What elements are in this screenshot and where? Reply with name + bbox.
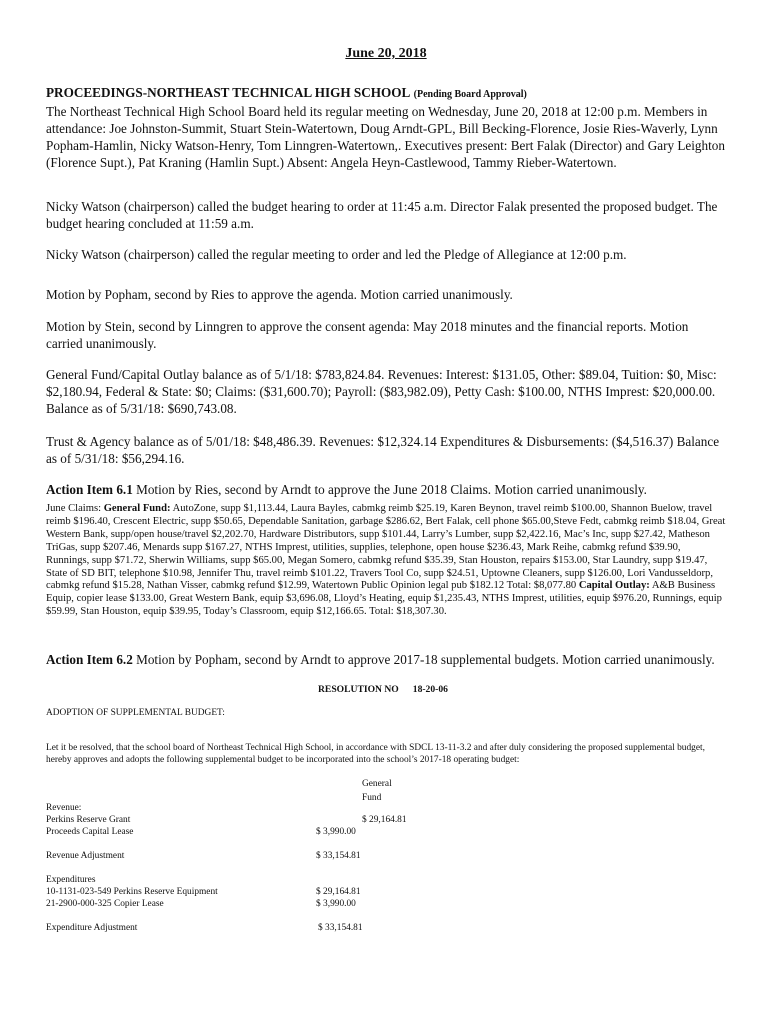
resolution-number: 18-20-06 xyxy=(412,684,448,695)
resolution-text: Let it be resolved, that the school board of Northeast Technical High School, in accordance with SDCL 13-11-3.2 and after duly considering the proposed supplemental budget, hereby approves and adopts the following supplemental budget to be incorporated into the school’s 2017-18 operating budget: xyxy=(46,743,705,765)
revenue-row-label: Perkins Reserve Grant xyxy=(46,815,131,825)
resolution-number-line xyxy=(318,684,448,695)
expenditure-adjustment-amount: $ 33,154.81 xyxy=(318,923,363,933)
capital-outlay-claims: A&B Business Equip, copier lease $133.00, Great Western Bank, equip $3,696.08, Lloyd’s Heating, equip $1,235.43, NTHS Imprest, utilities, equip $976.20, Runnings, equip $59.99, Stan Houston, equip $39.95, Today’s Classroom, equip $12,166.65. Total: $18,307.30. xyxy=(46,580,722,618)
agenda-motion-paragraph: Motion by Popham, second by Ries to approve the agenda. Motion carried unanimously. xyxy=(46,287,513,302)
expenditure-row-amount: $ 29,164.81 xyxy=(316,887,361,897)
proceedings-body: The Northeast Technical High School Board held its regular meeting on Wednesday, June 20, 2018 at 12:00 p.m. Members in attendance: Joe Johnston-Summit, Stuart Stein-Watertown, Doug Arndt-GPL, Bill Becking-Florence, Josie Ries-Waverly, Lynn Popham-Hamlin, Nicky Watson-Henry, Tom Linngren-Watertown,. Executives present: Bert Falak (Director) and Gary Leighton (Florence Supt.), Pat Kraning (Hamlin Supt.) Absent: Angela Heyn-Castlewood, Tammy Rieber-Watertown. xyxy=(46,104,725,170)
expenditure-row-amount: $ 3,990.00 xyxy=(316,899,356,909)
action-item-6-2 xyxy=(46,651,726,668)
revenue-adjustment-label: Revenue Adjustment xyxy=(46,851,125,861)
regular-meeting-paragraph: Nicky Watson (chairperson) called the regular meeting to order and led the Pledge of Allegiance at 12:00 p.m. xyxy=(46,247,627,262)
expenditures-label: Expenditures xyxy=(46,875,96,885)
expenditure-row-label: 21-2900-000-325 Copier Lease xyxy=(46,899,164,909)
revenue-adjustment-amount: $ 33,154.81 xyxy=(316,851,361,861)
capital-outlay-label: Capital Outlay: xyxy=(578,580,650,592)
expenditure-row-label: 10-1131-023-549 Perkins Reserve Equipment xyxy=(46,887,218,897)
proceedings-heading-note: (Pending Board Approval) xyxy=(413,89,527,100)
june-claims-paragraph xyxy=(46,503,726,619)
action-item-6-2-label: Action Item 6.2 xyxy=(46,652,133,667)
proceedings-heading: PROCEEDINGS-NORTHEAST TECHNICAL HIGH SCHOOL xyxy=(46,85,411,100)
action-item-6-1-label: Action Item 6.1 xyxy=(46,482,133,497)
budget-hearing-paragraph: Nicky Watson (chairperson) called the budget hearing to order at 11:45 a.m. Director Falak presented the proposed budget. The budget hearing concluded at 11:59 a.m. xyxy=(46,199,718,231)
expenditure-adjustment-label: Expenditure Adjustment xyxy=(46,923,138,933)
revenue-label: Revenue: xyxy=(46,803,82,813)
revenue-row-label: Proceeds Capital Lease xyxy=(46,827,134,837)
action-item-6-1-text: Motion by Ries, second by Arndt to approve the June 2018 Claims. Motion carried unanimously. xyxy=(132,482,647,497)
date-title: June 20, 2018 xyxy=(345,46,427,61)
revenue-row-amount: $ 3,990.00 xyxy=(316,827,356,837)
action-item-6-2-text: Motion by Popham, second by Arndt to approve 2017-18 supplemental budgets. Motion carried unanimously. xyxy=(132,652,715,667)
trust-agency-paragraph: Trust & Agency balance as of 5/01/18: $48,486.39. Revenues: $12,324.14 Expenditures & Disbursements: ($4,516.37) Balance as of 5/31/18: $56,294.16. xyxy=(46,434,720,466)
general-fund-label: General Fund: xyxy=(103,503,171,514)
general-fund-paragraph: General Fund/Capital Outlay balance as of 5/1/18: $783,824.84. Revenues: Interest: $131.05, Other: $89.04, Tuition: $0, Misc: $2,180.94, Federal & State: $0; Claims: ($31,600.70); Payroll: ($83,982.09), Petty Cash: $100.00, NTHS Imprest: $20,000.00. Balance as of 5/31/18: $690,743.08. xyxy=(46,367,717,416)
fund-header-general: General xyxy=(362,779,392,789)
fund-header-fund: Fund xyxy=(362,793,382,803)
consent-motion-paragraph: Motion by Stein, second by Linngren to approve the consent agenda: May 2018 minutes and the financial reports. Motion carried unanimously. xyxy=(46,319,689,351)
proceedings-paragraph xyxy=(46,84,726,171)
claims-intro: June Claims: xyxy=(46,503,104,514)
action-item-6-1 xyxy=(46,481,726,498)
revenue-row-amount: $ 29,164.81 xyxy=(362,815,407,825)
general-fund-claims: AutoZone, supp $1,113.44, Laura Bayles, cabmkg reimb $25.19, Karen Beynon, travel reimb $100.00, Shannon Buelow, travel reimb $196.40, Crescent Electric, supp $50.65, Dependable Sanitation, garbage $286.62, Bert Falak, cell phone $65.00,Steve Fedt, cabmkg reimb $18.04, Great Western Bank, supp/open house/travel $2,202.70, Hardware Distributors, supp $101.44, Larry’s Lumber, supp $2,422.16, Mac’s Inc, supp $27.42, Matheson TriGas, supp $207.46, Menards supp $167.27, NTHS Imprest, utilities, supplies, telephone, open house $236.43, Mark Reihe, cabmkg refund $39.90, Runnings, supp $71.72, Sherwin Williams, supp $65.00, Megan Somero, cabmkg refund $35.39, Stan Houston, repairs $153.00, Star Laundry, supp $19.47, State of SD BIT, telephone $10.98, Jennifer Thu, travel reimb $101.22, Travers Tool Co, supp $24.51, Uptowne Cleaners, supp $126.00, Lori Vandusseldorp, cabmkg refund $15.28, Nathan Visser, cabmkg refund $12.99, Watertown Public Opinion legal pub $182.12 Total: $8,077.80 xyxy=(46,503,726,592)
resolution-label: RESOLUTION NO xyxy=(318,684,399,695)
adoption-heading: ADOPTION OF SUPPLEMENTAL BUDGET: xyxy=(46,708,225,718)
